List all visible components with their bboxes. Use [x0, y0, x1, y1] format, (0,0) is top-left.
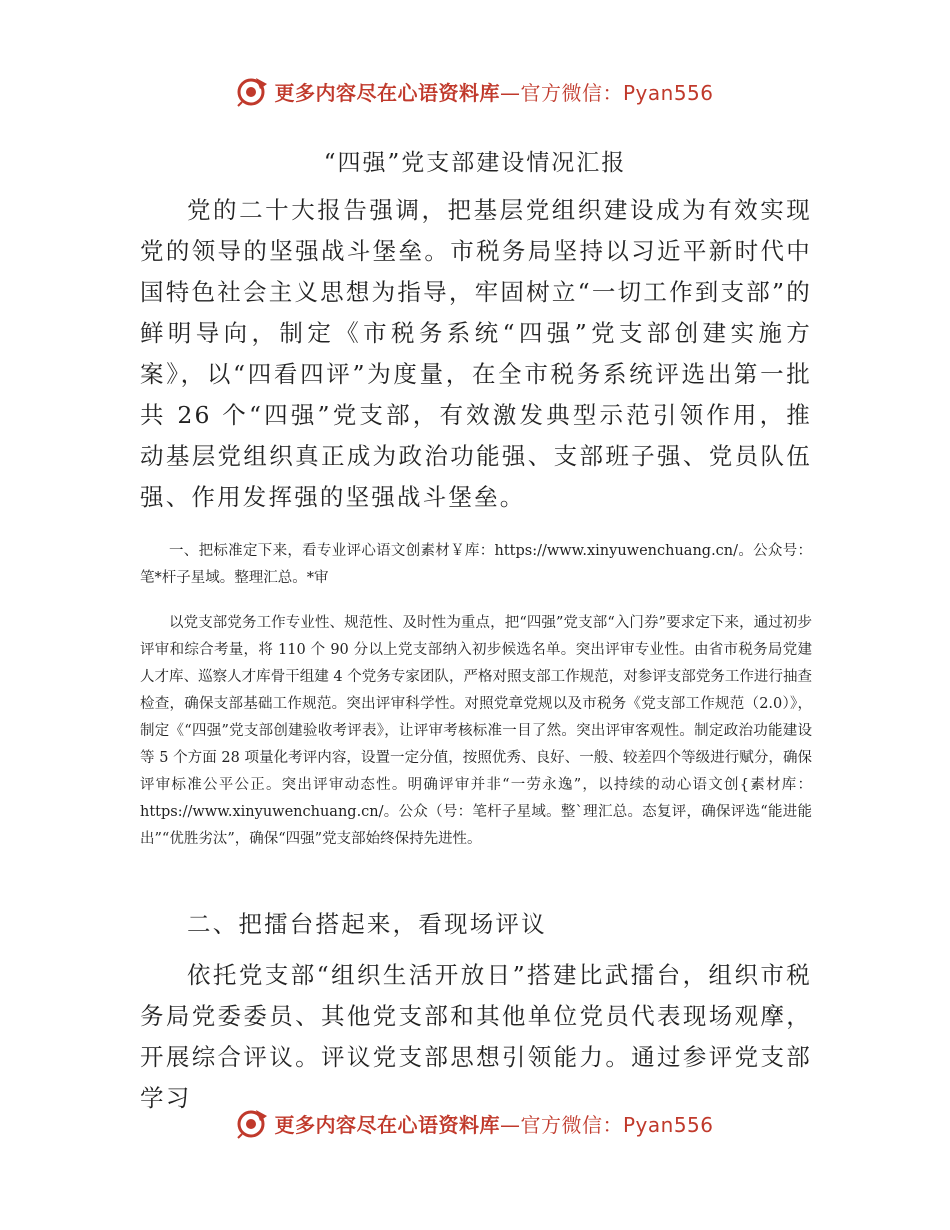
- section1-heading-line: 一、把标准定下来，看专业评心语文创素材￥库：https://www.xinyuwenchuang.cn/。公众号：笔*杆子星域。整理汇总。*审: [140, 543, 812, 586]
- footer-banner: [0, 1103, 950, 1143]
- brand-logo-icon: [236, 1106, 270, 1140]
- banner-separator: —: [499, 80, 521, 105]
- section1-body: 以党支部党务工作专业性、规范性、及时性为重点，把“四强”党支部“入门券”要求定下来，通过初步评审和综合考量，将 110 个 90 分以上党支部纳入初步候选名单。突出评审专业性。由省市税务局党建人才库、巡察人才库骨干组建 4 个党务专家团队，严格对照支部工作规范，对参评支部党务工作进行抽查检查，确保支部基础工作规范。突出评审科学性。对照党章党规以及市税务《党支部工作规范（2.0）》，制定《“四强”党支部创建验收考评表》，让评审考核标准一目了然。突出评审客观性。制定政治功能建设等 5 个方面 28 项量化考评内容，设置一定分值，按照优秀、良好、一般、较差四个等级进行赋分，确保评审标准公平公正。突出评审动态性。明确评审并非“一劳永逸”，以持续的动心语文创{素材库：https://www.xinyuwenchuang.cn/。公众（号：笔杆子星域。整`理汇总。态复评，确保评选“能进能出”“优胜劣汰”，确保“四强”党支部始终保持先进性。: [140, 615, 812, 847]
- banner-wechat-id: Pyan556: [622, 80, 714, 105]
- brand-logo-icon: [236, 74, 270, 108]
- intro-paragraph: 党的二十大报告强调，把基层党组织建设成为有效实现党的领导的坚强战斗堡垒。市税务局坚持以习近平新时代中国特色社会主义思想为指导，牢固树立“一切工作到支部”的鲜明导向，制定《市税务系统“四强”党支部创建实施方案》，以“四看四评”为度量，在全市税务系统评选出第一批共 26 个“四强”党支部，有效激发典型示范引领作用，推动基层党组织真正成为政治功能强、支部班子强、党员队伍强、作用发挥强的坚强战斗堡垒。: [140, 196, 812, 511]
- section2-body: 依托党支部“组织生活开放日”搭建比武擂台，组织市税务局党委委员、其他党支部和其他单位党员代表现场观摩，开展综合评议。评议党支部思想引领能力。通过参评党支部学习: [140, 961, 812, 1112]
- section2-heading: 二、把擂台搭起来，看现场评议: [187, 910, 547, 938]
- banner-main-text: 更多内容尽在心语资料库: [274, 80, 500, 105]
- banner-text: [274, 77, 713, 106]
- banner-text: [274, 1109, 713, 1138]
- banner-main-text: 更多内容尽在心语资料库: [274, 1112, 500, 1137]
- banner-wechat-id: Pyan556: [622, 1112, 714, 1137]
- header-banner: [0, 71, 950, 111]
- banner-wechat-label: 官方微信：: [520, 1112, 623, 1137]
- banner-separator: —: [499, 1112, 521, 1137]
- document-title: “四强”党支部建设情况汇报: [323, 150, 627, 176]
- banner-wechat-label: 官方微信：: [520, 80, 623, 105]
